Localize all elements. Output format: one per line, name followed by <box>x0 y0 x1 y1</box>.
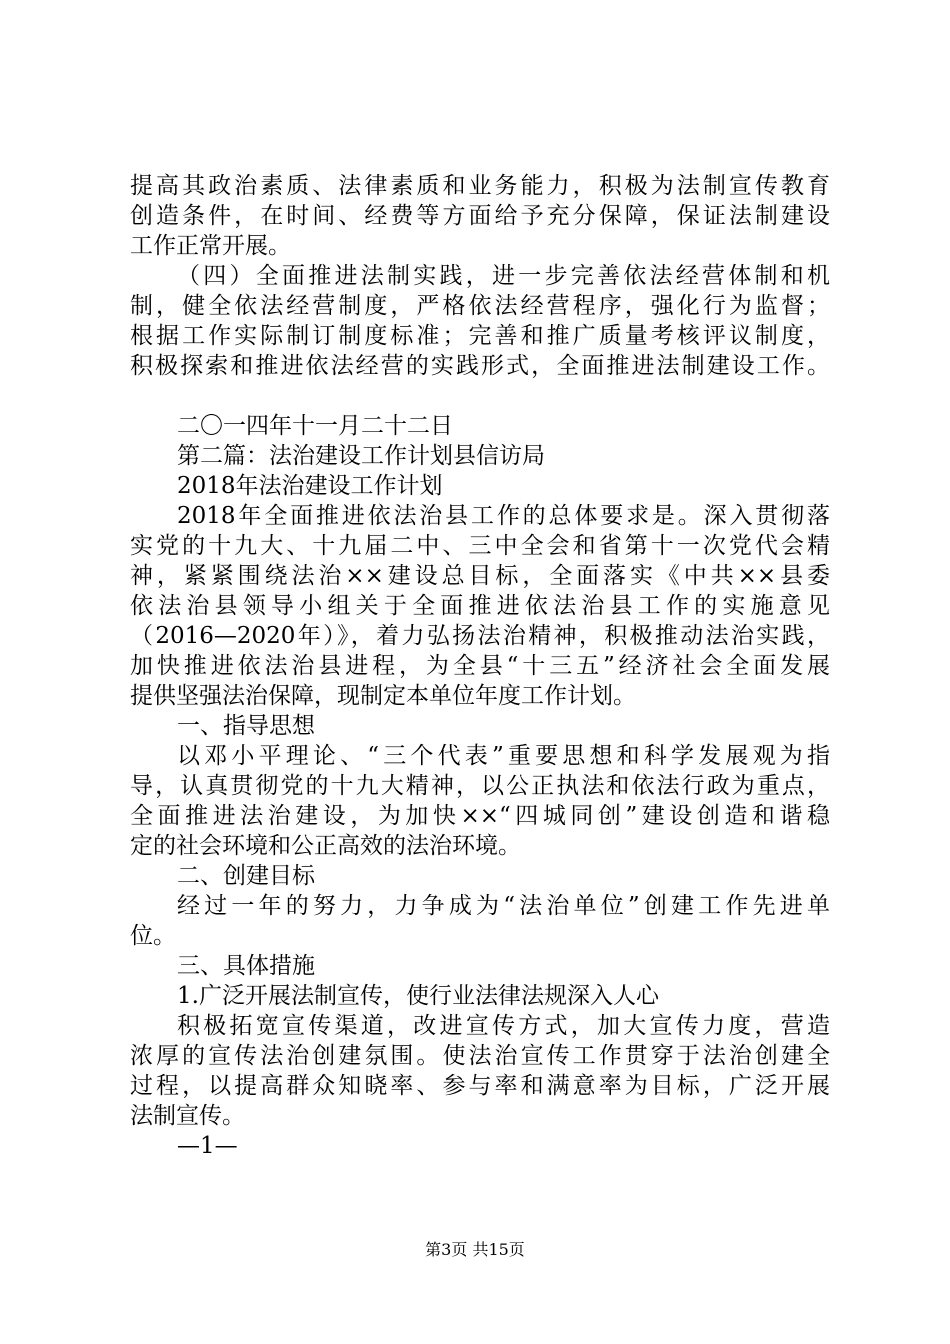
paragraph-item-four <box>130 261 830 381</box>
text-line: 提高其政治素质、法律素质和业务能力，积极为法制宣传教育 <box>130 173 830 199</box>
text-line: 根据工作实际制订制度标准；完善和推广质量考核评议制度， <box>130 323 830 349</box>
date-line: 二〇一四年十一月二十二日 <box>177 413 453 439</box>
page-footer: 第3页 共15页 <box>425 1240 525 1259</box>
text-line: 工作正常开展。 <box>130 233 291 259</box>
text-line: 法制宣传。 <box>130 1103 245 1129</box>
chapter-title: 第二篇：法治建设工作计划县信访局 <box>177 443 545 469</box>
paragraph-goal <box>130 891 830 951</box>
text-line: 实党的十九大、十九届二中、三中全会和省第十一次党代会精 <box>130 533 830 559</box>
text-line: 积极拓宽宣传渠道，改进宣传方式，加大宣传力度，营造 <box>177 1013 830 1039</box>
subsection-heading-publicity: 1.广泛开展法制宣传，使行业法律法规深入人心 <box>177 983 659 1009</box>
text-line: （2016—2020年）》，着力弘扬法治精神，积极推动法治实践， <box>130 623 830 649</box>
text-line: 加快推进依法治县进程，为全县“十三五”经济社会全面发展 <box>130 653 830 679</box>
plan-title: 2018年法治建设工作计划 <box>177 473 443 499</box>
text-line: 2018年全面推进依法治县工作的总体要求是。深入贯彻落 <box>177 503 830 529</box>
text-line: 过程，以提高群众知晓率、参与率和满意率为目标，广泛开展 <box>130 1073 830 1099</box>
paragraph-overview <box>130 501 830 711</box>
text-line: 依法治县领导小组关于全面推进依法治县工作的实施意见 <box>130 593 830 619</box>
text-line: 导，认真贯彻党的十九大精神，以公正执法和依法行政为重点， <box>130 773 830 799</box>
text-line: 经过一年的努力，力争成为“法治单位”创建工作先进单 <box>177 893 830 919</box>
text-line: 位。 <box>130 923 176 949</box>
text-line: 神，紧紧围绕法治××建设总目标，全面落实《中共××县委 <box>130 563 830 589</box>
text-line: 定的社会环境和公正高效的法治环境。 <box>130 833 521 859</box>
text-line: 创造条件，在时间、经费等方面给予充分保障，保证法制建设 <box>130 203 830 229</box>
section-heading-goal: 二、创建目标 <box>177 863 315 889</box>
section-heading-measures: 三、具体措施 <box>177 953 315 979</box>
paragraph-guiding-thought <box>130 741 830 861</box>
text-line: 全面推进法治建设，为加快××“四城同创”建设创造和谐稳 <box>130 803 830 829</box>
text-line: 提供坚强法治保障，现制定本单位年度工作计划。 <box>130 683 636 709</box>
text-line: （四）全面推进法制实践，进一步完善依法经营体制和机 <box>177 263 830 289</box>
spacer <box>130 381 830 411</box>
document-body <box>130 171 830 1161</box>
inner-page-number: —1— <box>177 1133 238 1159</box>
paragraph-publicity <box>130 1011 830 1131</box>
text-line: 以邓小平理论、“三个代表”重要思想和科学发展观为指 <box>177 743 830 769</box>
text-line: 制，健全依法经营制度，严格依法经营程序，强化行为监督； <box>130 293 830 319</box>
paragraph-continuation <box>130 171 830 261</box>
section-heading-guiding-thought: 一、指导思想 <box>177 713 315 739</box>
text-line: 浓厚的宣传法治创建氛围。使法治宣传工作贯穿于法治创建全 <box>130 1043 830 1069</box>
text-line: 积极探索和推进依法经营的实践形式，全面推进法制建设工作。 <box>130 353 830 379</box>
